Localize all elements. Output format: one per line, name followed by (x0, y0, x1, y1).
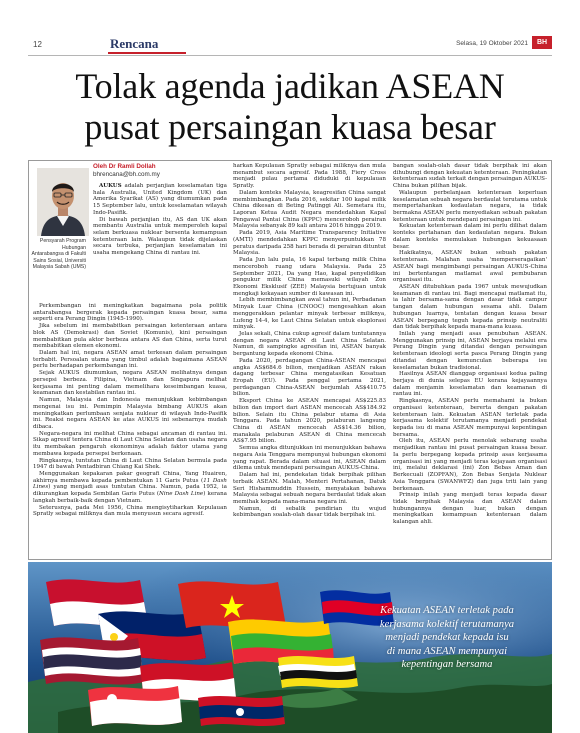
author-byline: Oleh Dr Ramli Dollah (93, 163, 156, 170)
article-paragraph: Ringkasnya, ASEAN perlu memahami ia bukan organisasi ketenteraan, bererta dengan pakatan ketenteraan lain. Kekuatan ASEAN terletak pada kerjasama kolektif terutamanya menjadi pendekat kepada isu di mana ASEAN mempunyai kepentingan bersama. (393, 398, 547, 438)
italic-term: Nine Dash Line (159, 491, 204, 498)
article-paragraph: Hakikatnya, ASEAN bukan sebuah pakatan ketenteraan. Malahan usaha 'memperseragaikan' ASEAN bagi mengimbangi persaingan AUKUS-China ini bertentangan matlamat awal pembubaran organisasi itu. (393, 250, 547, 284)
article-paragraph: Di bawah perjanjian itu, AS dan UK akan membantu Australia untuk memperoleh kapal selam berkuasa nuklear bersenta kemampuan ketenteraan lain. Walaupun tidak dijelaskan secara terbuka, perjanjian keselamatan ini usaha mengekang China di rantau ini. (93, 216, 227, 257)
article-column-1-bottom (33, 303, 227, 518)
pull-quote-line-2: kerjasama kolektif terutamanya (379, 618, 515, 630)
issue-date: Selasa, 19 Oktober 2021 (456, 40, 528, 47)
article-paragraph: Perkembangan ini meningkatkan bagaimana pola politik antarabangsa bergerak kepada persaingan kuasa besar, sama seperti era Perang Dingin (1945-1990). (33, 303, 227, 323)
headline-line-2: pusat persaingan kuasa besar (84, 107, 496, 147)
article-paragraph: Namun, di sebalik pendirian itu wujud kebimbangan soalah-olah dasar tidak berpihak ini. (233, 505, 386, 519)
article-paragraph: Jelas sekali, China cukup agresif dalam tuntutannya dengan negara ASEAN di Laut China Selatan. Namun, di sampingke agresifan ini, ASEAN banyak bergantung kepada ekonomi China. (233, 330, 386, 358)
author-caption: Pensyarah Program Hubungan Antarabangsa di Fakulti Sains Sosial, Universiti Malaysia Sabah (UMS) (31, 238, 86, 271)
article-paragraph: Ringkasnya, tuntutan China di Laut China Selatan bermula pada 1947 di bawah Pentadbiran Chiang Kai Shek. (33, 457, 227, 471)
article-paragraph: Prinsip inilah yang menjadi teras kepada dasar tidak berpihak Malaysia dan ASEAN dalam hubungannya dengan luar, bukan dengan meningkatkan kemampuan ketenteraan dalam kalangan ahli. (393, 492, 547, 526)
article-paragraph: Walaupun perbelanjaan ketenteraan keperluan keselamatan sebuah negara berdaulat terutama untuk mempertahankan kedaulatan negara, ia tidak bermakna ASEAN perlu menyediakan sebuah pakatan ketenteraan untuk mendepani persaingan ini. (393, 189, 547, 223)
article-paragraph: bangan soalah-olah dasar tidak berpihak ini akan dihubungi dengan kekuatan ketenteraan. Peningkatan ketenteraan sudah terkait dengan persaingan AUKUS-China bukan pilihan bijak. (393, 163, 548, 190)
article-paragraph: AUKUS adalah perjanjian keselamatan tiga hala Australia, United Kingdom (UK) dan Amerika Syarikat (AS) yang diumumkan pada 15 September lalu, untuk keselamatan wilayah Indo-Pasifik. (93, 183, 227, 216)
section-title: Rencana (110, 36, 159, 51)
publication-logo: BH (532, 36, 552, 49)
article-paragraph: Dalam hal ini, pendekatan tidak berpihak pilihan terbaik ASEAN. Malah, Menteri Pertahanan, Datuk Seri Hishammuddin Hussein, menyatakan bahawa Malaysia sebagai sebuah negara berdaulat tidak akan memihak kepada mana-mana negara ini. (233, 472, 386, 505)
section-underline (108, 52, 186, 54)
article-paragraph: Lebih membimbangkan awal tahun ini, Perbadanan Minyak Luar China (CNOOC) mengesahkan akan menggerakkan pelantar minyak terbesar miliknya, Lufeng 14-4, ke Laut China Selatan untuk eksplorasi minyak. (233, 297, 386, 331)
author-photo (37, 168, 89, 236)
article-column-1-top (93, 183, 227, 257)
article-paragraph: Negara-negara ini melihat China sebagai ancaman di rantau ini. Sikap agresif tentera China di Laut China Selatan dan usaha negara itu membakan pengaruh ekonominya adalah faktor utama yang membawa kepada persepsi berkenaan. (33, 430, 227, 457)
pull-quote-line-4: di mana ASEAN mempunyai (386, 645, 508, 657)
article-paragraph: Namun, Malaysia dan Indonesia menunjukkan kebimbangan mengenai isu ini. Pemimpin Malaysia bimbang AUKUS akan meningkatkan perlumbaan senjata nuklear di wilayah Indo-Pasifik ini. Reaksi negara ASEAN ke atas AUKUS ini sebenarnya mudah dibaca. (33, 397, 227, 430)
pull-quote (352, 604, 542, 672)
headline-line-1: Tolak agenda jadikan ASEAN (75, 66, 505, 106)
italic-term: 11 Dash Lines (33, 477, 228, 491)
article-paragraph: Inilah yang menjadi asas penubuhan ASEAN. Menggunakan prinsip ini, ASEAN berjaya melalui era Perang Dingin yang ditandai dengan persaingan ketenteraan ideologi serta pasca Perang Dingin yang ditandai dengan kemunculan beberapa isu keselamatan bukan tradisional. (393, 330, 547, 371)
article-column-2 (233, 163, 386, 519)
author-email[interactable]: bhrencana@bh.com.my (93, 171, 160, 178)
header-rule (28, 55, 552, 56)
article-paragraph: Hasilnya ASEAN dianggap organisasi kedua paling berjaya di dunia selepas EU kerana kejayaannya dalam menjamin keselamatan dan keamanan di rantau ini. (393, 371, 547, 398)
article-paragraph: Sejak AUKUS diumumkan, negara ASEAN melihatnya dengan persepsi berbeza. Filipina, Vietnam dan Singapura melihat kerjasama ini penting dalam memelihara keseimbangan kuasa, keamanan dan kestabilan rantau ini. (33, 370, 227, 397)
article-paragraph: Dalam konteks Malaysia, keagresifan China sangat membimbangkan. Pada 2016, sekitar 100 kapal milik China dikesan di Beting Patinggi Ali. Semetara itu, Laporan Ketua Audit Negara mendedahkan Kapal Pengawal Pantai China (KPPC) menceroboh perairan Malaysia sebanyak 89 kali antara 2016 hingga 2019. (233, 189, 386, 230)
pull-quote-line-3: menjadi pendekat kepada isu (385, 632, 509, 644)
article-paragraph: Menggunakan kepakaran pakar geografi China, Yang Huairen, akhirnya membawa kepada pembentukan 11 Garis Putus (11 Dash Lines) yang menjadi asas tuntutan China. Namun, pada 1952, ia dikurangkan kepada Sembilan Garis Putus (Nine Dash Line) kerana langkah berbaik-baik dengan Vietnam. (33, 470, 228, 504)
page-number: 12 (33, 40, 42, 49)
article-column-3 (393, 163, 547, 526)
article-paragraph: Semua angka ditunjukkan ini menunjukkan bahawa negara Asia Tenggara mempunyai hubungan ekonomi yang rapat. Berada dalam situasi ini, ASEAN dalam dilema untuk mendepani persaingan AUKUS-China. (233, 445, 386, 472)
pull-quote-line-1: Kekuatan ASEAN terletak pada (380, 605, 514, 616)
author-portrait-icon (37, 168, 89, 236)
pull-quote-line-5: kepentingan bersama (401, 659, 493, 671)
article-paragraph: Pada 2019, Asia Maritime Transparency Initiative (AMTI) mendedahkan KPPC menyerpuntukkan 78 peratus daripada 258 hari berada di perairan dituntut Malaysia. (233, 230, 386, 257)
article-paragraph: Dalam hal ini, negara ASEAN amat terkesan dalam persaingan terbabit. Persoalan utama yang timbul adalah bagaimana ASEAN perlu berhadapan perkembangan ini. (33, 350, 227, 370)
article-paragraph: Pada 2020, perdagangan China-ASEAN mencapai angka AS$684.6 bilion, menjadikan ASEAN rakan dagang terbesar China mengatasikan Kesatuan Eropah (EU). Pada penggal pertama 2021, perdagangan China-ASEAN berjumlah AS$410.75 bilion. (233, 357, 386, 398)
article-paragraph: Oleh itu, ASEAN perlu menolak sebarang usaha menjadikan rantau ini pusat persaingan kuasa besar. Ia perlu berpegang kepada prinsip asas kerjasama organisasi ini yang menjadi teras kejayaan organisasi ini, melalui deklarasi (ini) Zon Bebas Aman dan Berkecuali (ZOPFAN), Zon Bebas Senjata Nuklear Asia Tenggara (SWANWFZ) dan juga triti lain yang berkenaan. (393, 438, 547, 492)
headline (30, 66, 550, 148)
lead-word: AUKUS (99, 183, 122, 189)
article-paragraph: ASEAN ditubuhkan pada 1967 untuk mewujudkan keamanan di rantau ini. Bagi mencapai matlamat itu, ia lahir bersama-sama dengan dasar tidak campur tangan dalam hubungan sesama ahli. Dalam hubungan luarnya, tentatan dengan kuasa besar ASEAN berpegang teguh kepada prinsip neutraliti dan tidak berpihak kepada mana-mana kuasa. (393, 283, 547, 331)
article-paragraph: Kekuatan ketenteraan dalam ini perlu dilihat dalam konteks pertahanan dan kedaulatan negara. Bukan dalam konteks memulakan hubungan kekuasaan besar. (393, 223, 547, 250)
article-paragraph: Jika sebelum ini membabitkan persaingan ketenteraan antara blok AS (Demokrasi) dan Soviet (Komunis), kini persaingan membabitkan pula aktor berbeza antara AS dan China, serta turut membabitkan elemen ekonomi. (33, 323, 227, 350)
article-paragraph: Eksport China ke ASEAN mencapai AS$225.83 bilion dan import dari ASEAN mencecah AS$184.92 bilion. Selain itu China pelabur utama di Asia Tenggara. Pada tahun 2020, pelaburan langsung China di ASEAN mencecah AS$14.36 bilion, manakala pelaburan ASEAN di China mencecah AS$7.95 bilion. (233, 398, 386, 445)
article-paragraph: harkan Kepulauan Spratly sebagai miliknya dan mula menambut secara agresif. Pada 1988, Fiery Cross menjadi pulau pertama diduduki di kepulauan Spratly. (233, 163, 386, 190)
article-paragraph: Seterusnya, pada Mei 1956, China mengisytiharkan Kepulauan Spratly sebagai miliknya dan mula menyusun secara agresif. (33, 504, 227, 518)
article-paragraph: Pada Jun lalu pula, 16 kapal terbang milik China menceroboh ruang udara Malaysia. Pada 25 September 2021, Da yang Hao, kapal penyelidikan pengukur milik China memasuki wilayah Zon Ekonomi Eksklusif (ZEE) Malaysia bertujuan untuk mengkaji kekayaan sumber di kawasan ini. (233, 257, 386, 297)
